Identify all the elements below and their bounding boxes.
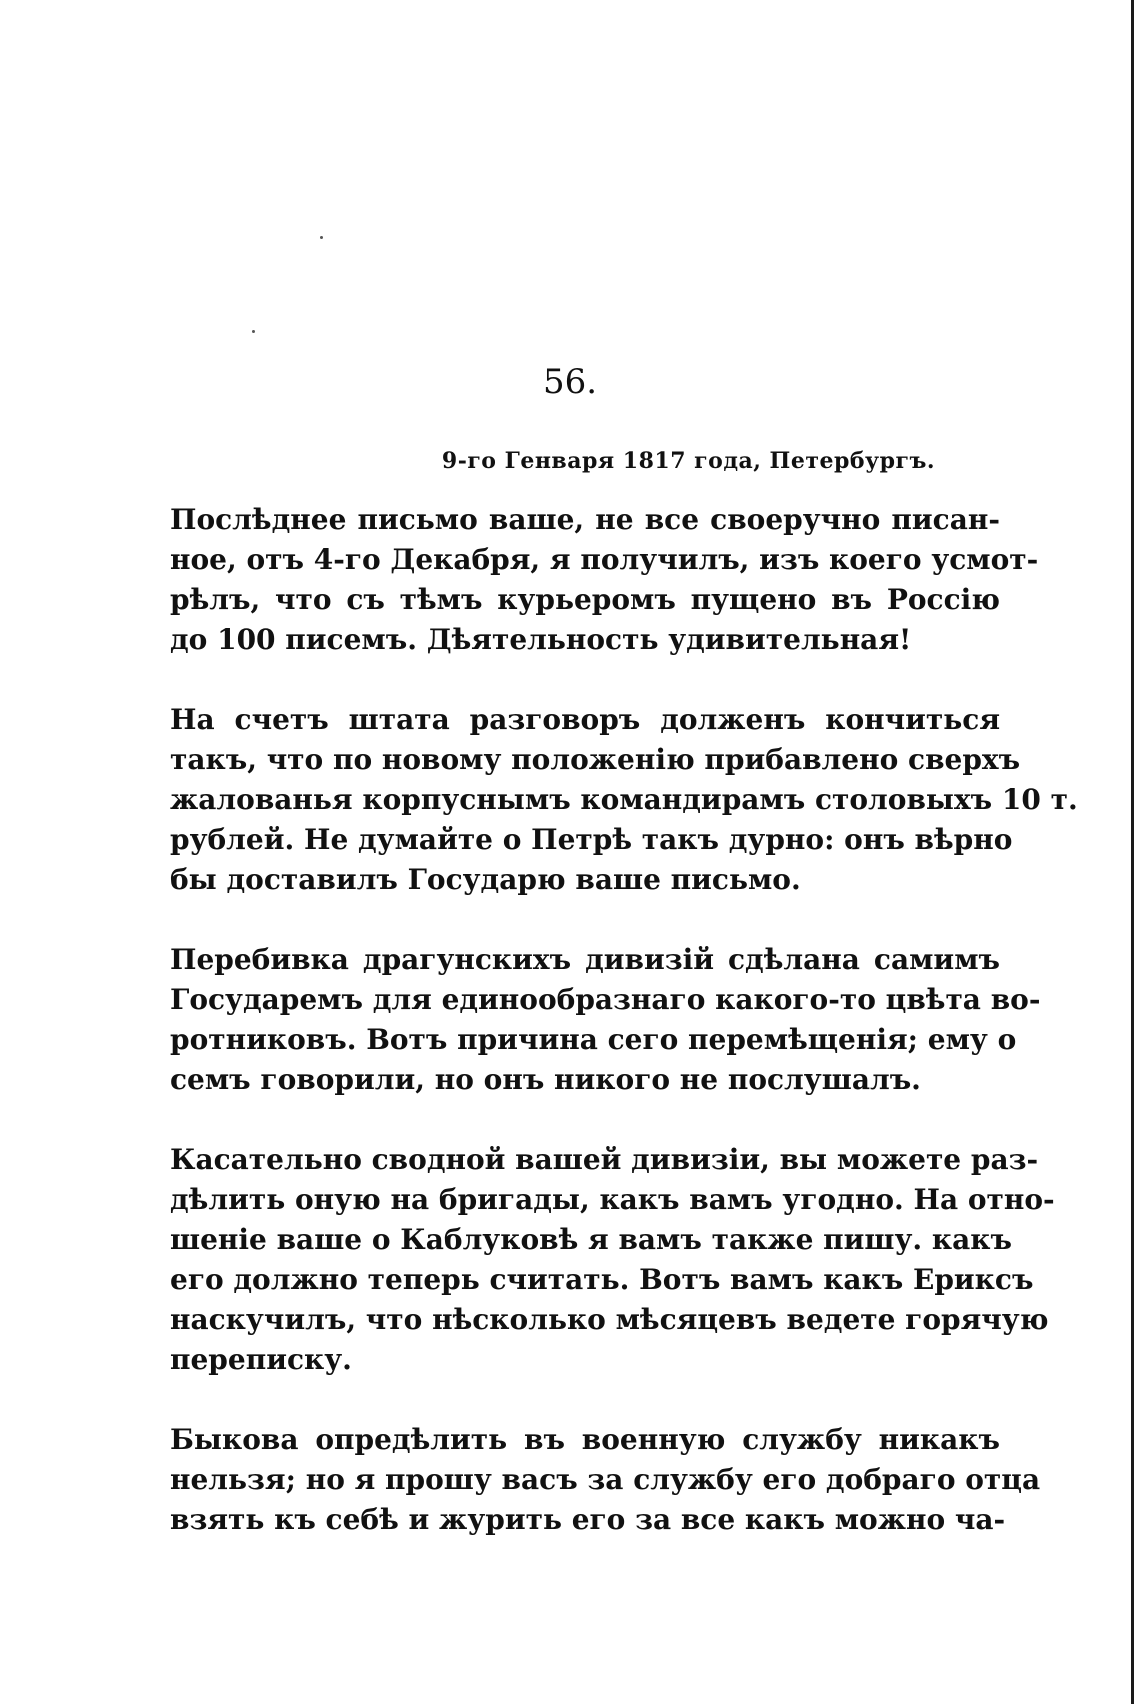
- text-line: Государемъ для единообразнаго какого-то цвѣта во-: [170, 983, 1041, 1016]
- text-line: жалованья корпуснымъ командирамъ столовыхъ 10 т.: [170, 783, 1078, 816]
- text-line: ное, отъ 4-го Декабря, я получилъ, изъ коего усмот-: [170, 543, 1039, 576]
- paragraph: [170, 940, 1041, 1100]
- page-edge-shadow: [1131, 0, 1134, 1704]
- text-line: семъ говорили, но онъ никого не послушалъ.: [170, 1063, 921, 1096]
- dateline: 9-го Генваря 1817 года, Петербургъ.: [441, 448, 935, 474]
- text-line: рѣлъ, что съ тѣмъ курьеромъ пущено въ Россію: [170, 583, 1000, 616]
- letter-body: [170, 500, 1078, 1580]
- scan-speck: [320, 236, 323, 239]
- text-line: Касательно сводной вашей дивизіи, вы можете раз-: [170, 1143, 1039, 1176]
- paragraph: [170, 1420, 1041, 1540]
- scan-speck: [252, 330, 255, 333]
- text-line: Быкова опредѣлить въ военную службу никакъ: [170, 1423, 1000, 1456]
- text-line: дѣлить оную на бригады, какъ вамъ угодно. На отно-: [170, 1183, 1055, 1216]
- text-line: бы доставилъ Государю ваше письмо.: [170, 863, 801, 896]
- paragraph: [170, 700, 1078, 900]
- text-line: такъ, что по новому положенію прибавлено сверхъ: [170, 743, 1021, 776]
- text-line: до 100 писемъ. Дѣятельность удивительная!: [170, 623, 912, 656]
- paragraph: [170, 1140, 1055, 1380]
- text-line: Послѣднее письмо ваше, не все своеручно писан-: [170, 503, 1000, 536]
- text-line: рублей. Не думайте о Петрѣ такъ дурно: онъ вѣрно: [170, 823, 1013, 856]
- text-line: взять къ себѣ и журить его за все какъ можно ча-: [170, 1503, 1006, 1536]
- paragraph: [170, 500, 1039, 660]
- text-line: На счетъ штата разговоръ долженъ кончиться: [170, 703, 1000, 736]
- letter-number: 56.: [542, 362, 598, 402]
- text-line: шеніе ваше о Каблуковѣ я вамъ также пишу. какъ: [170, 1223, 1012, 1256]
- text-line: его должно теперь считать. Вотъ вамъ какъ Ериксъ: [170, 1263, 1034, 1296]
- text-line: Перебивка драгунскихъ дивизій сдѣлана самимъ: [170, 943, 1000, 976]
- text-line: ротниковъ. Вотъ причина сего перемѣщенія; ему о: [170, 1023, 1017, 1056]
- text-line: наскучилъ, что нѣсколько мѣсяцевъ ведете горячую: [170, 1303, 1049, 1336]
- text-line: нельзя; но я прошу васъ за службу его добраго отца: [170, 1463, 1041, 1496]
- text-line: переписку.: [170, 1343, 352, 1376]
